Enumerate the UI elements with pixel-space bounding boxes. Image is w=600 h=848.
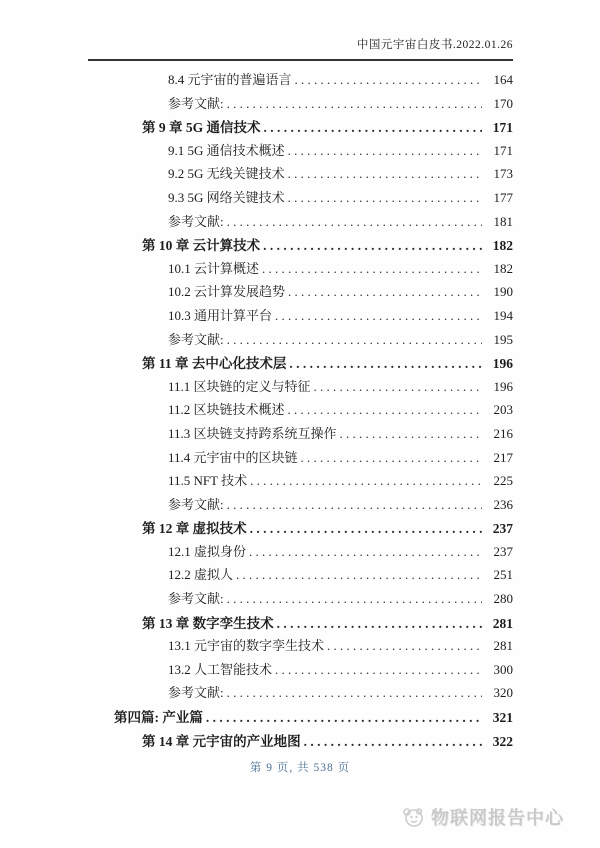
toc-entry — [88, 281, 513, 305]
dot-leader — [262, 261, 482, 277]
toc-entry-page: 237 — [492, 521, 513, 537]
toc-entry-label: 第四篇: 产业篇 — [114, 710, 203, 726]
toc-entry-label: 11.3 区块链支持跨系统互操作 — [168, 425, 337, 441]
toc-entry-page: 171 — [493, 142, 513, 158]
toc-entry — [88, 93, 513, 117]
toc-entry-page: 164 — [493, 72, 513, 87]
toc-entry-label: 11.4 元宇宙中的区块链 — [168, 449, 298, 465]
toc-entry — [88, 140, 513, 164]
dot-leader — [288, 143, 482, 159]
toc-entry-page: 182 — [492, 238, 513, 254]
toc-entry-label: 第 11 章 去中心化技术层 — [142, 356, 287, 372]
toc-entry — [88, 376, 513, 400]
toc-entry-page: 177 — [493, 189, 513, 205]
dot-leader — [340, 426, 482, 442]
toc-entry-label: 10.2 云计算发展趋势 — [168, 284, 286, 300]
toc-entry — [88, 494, 513, 518]
toc-entry — [88, 517, 513, 541]
toc-entry — [88, 211, 513, 235]
toc-entry-label: 第 9 章 5G 通信技术 — [142, 120, 261, 136]
dot-leader — [288, 284, 482, 300]
toc-entry-label: 11.5 NFT 技术 — [168, 473, 248, 489]
toc-entry-label: 参考文献: — [168, 685, 224, 701]
toc-entry-page: 300 — [493, 661, 513, 677]
toc-entry — [88, 187, 513, 211]
toc-entry-page: 237 — [493, 543, 513, 559]
toc-entry-page: 321 — [492, 710, 513, 726]
dot-leader — [327, 638, 482, 654]
dot-leader — [227, 497, 482, 513]
toc-entry — [88, 706, 513, 730]
dot-leader — [250, 473, 482, 489]
watermark-text: 物联网报告中心 — [431, 808, 564, 828]
toc-entry-label: 8.4 元宇宙的普遍语言 — [168, 72, 292, 87]
toc-entry-label: 10.3 通用计算平台 — [168, 307, 273, 323]
toc-entry-label: 9.3 5G 网络关键技术 — [168, 189, 285, 205]
toc-entry — [88, 399, 513, 423]
toc-entry-label: 参考文献: — [168, 95, 224, 111]
toc-entry — [88, 116, 513, 140]
dot-leader — [236, 567, 482, 583]
dot-leader — [264, 120, 482, 136]
dot-leader — [288, 166, 482, 182]
dot-leader — [227, 685, 482, 701]
page-number-indicator: 第 9 页, 共 538 页 — [249, 762, 351, 774]
toc-entry — [88, 234, 513, 258]
toc-entry-page: 194 — [493, 307, 513, 323]
dot-leader — [263, 238, 482, 254]
toc-entry-label: 11.1 区块链的定义与特征 — [168, 378, 311, 394]
toc-entry-page: 281 — [493, 638, 513, 654]
toc-entry-page: 173 — [493, 166, 513, 182]
toc-entry — [88, 329, 513, 353]
toc-entry — [88, 258, 513, 282]
dot-leader — [275, 308, 482, 324]
toc-entry-label: 第 12 章 虚拟技术 — [142, 521, 247, 537]
page-header-title: 中国元宇宙白皮书.2022.01.26 — [88, 34, 513, 61]
dot-leader — [227, 214, 482, 230]
toc-entry — [88, 447, 513, 471]
toc-entry-label: 9.2 5G 无线关键技术 — [168, 166, 285, 182]
toc-entry — [88, 635, 513, 659]
toc-entry-page: 195 — [493, 331, 513, 347]
toc-entry-label: 第 14 章 元宇宙的产业地图 — [142, 733, 301, 749]
toc-entry — [88, 470, 513, 494]
dot-leader — [277, 616, 482, 632]
toc-entry-page: 196 — [493, 378, 513, 394]
toc-entry-label: 9.1 5G 通信技术概述 — [168, 142, 285, 158]
dot-leader — [227, 96, 482, 112]
dot-leader — [314, 379, 482, 395]
toc-entry-page: 217 — [493, 449, 513, 465]
toc-entry-page: 182 — [493, 260, 513, 276]
toc-entry-page: 216 — [493, 425, 513, 441]
toc-entry — [88, 541, 513, 565]
toc-entry — [88, 163, 513, 187]
dot-leader — [227, 332, 482, 348]
toc-entry-label: 12.2 虚拟人 — [168, 567, 234, 583]
toc-entry-page: 281 — [492, 615, 513, 631]
toc-entry — [88, 612, 513, 636]
toc-entry-page: 251 — [493, 567, 513, 583]
dot-leader — [304, 734, 482, 750]
toc-entry-page: 170 — [493, 95, 513, 111]
dot-leader — [275, 662, 482, 678]
toc-entry — [88, 305, 513, 329]
watermark — [400, 804, 564, 830]
toc-entry-page: 322 — [492, 733, 513, 749]
toc-entry-page: 280 — [493, 591, 513, 607]
toc-entry-page: 171 — [492, 120, 513, 136]
toc-entry-page: 236 — [493, 496, 513, 512]
toc-entry — [88, 564, 513, 588]
toc-entry-label: 12.1 虚拟身份 — [168, 543, 247, 559]
toc-entry — [88, 730, 513, 754]
toc-entry-label: 13.1 元宇宙的数字孪生技术 — [168, 638, 325, 654]
toc-entry — [88, 352, 513, 376]
toc-entry-label: 11.2 区块链技术概述 — [168, 402, 285, 418]
toc-entry-page: 225 — [493, 473, 513, 489]
toc-entry — [88, 659, 513, 683]
table-of-contents — [88, 69, 513, 753]
dot-leader — [227, 591, 482, 607]
toc-entry-page: 320 — [493, 685, 513, 701]
toc-entry-page: 196 — [492, 356, 513, 372]
dot-leader — [206, 710, 482, 726]
dot-leader — [295, 72, 482, 88]
dot-leader — [288, 190, 482, 206]
toc-entry-label: 参考文献: — [168, 496, 224, 512]
toc-entry-label: 参考文献: — [168, 213, 224, 229]
dot-leader — [301, 450, 482, 466]
toc-entry-page: 190 — [493, 284, 513, 300]
toc-entry-label: 13.2 人工智能技术 — [168, 661, 273, 677]
toc-entry — [88, 588, 513, 612]
dot-leader — [249, 544, 482, 560]
toc-entry-label: 参考文献: — [168, 591, 224, 607]
toc-entry-page: 181 — [493, 213, 513, 229]
toc-entry — [88, 69, 513, 93]
toc-entry-page: 203 — [493, 402, 513, 418]
dot-leader — [288, 402, 482, 418]
toc-entry — [88, 682, 513, 706]
toc-entry-label: 10.1 云计算概述 — [168, 260, 260, 276]
toc-entry-label: 第 13 章 数字孪生技术 — [142, 615, 274, 631]
iot-report-center-logo-icon — [400, 805, 426, 829]
toc-entry-label: 参考文献: — [168, 331, 224, 347]
dot-leader — [289, 356, 482, 372]
toc-entry — [88, 423, 513, 447]
dot-leader — [250, 521, 482, 537]
toc-entry-label: 第 10 章 云计算技术 — [142, 238, 261, 254]
